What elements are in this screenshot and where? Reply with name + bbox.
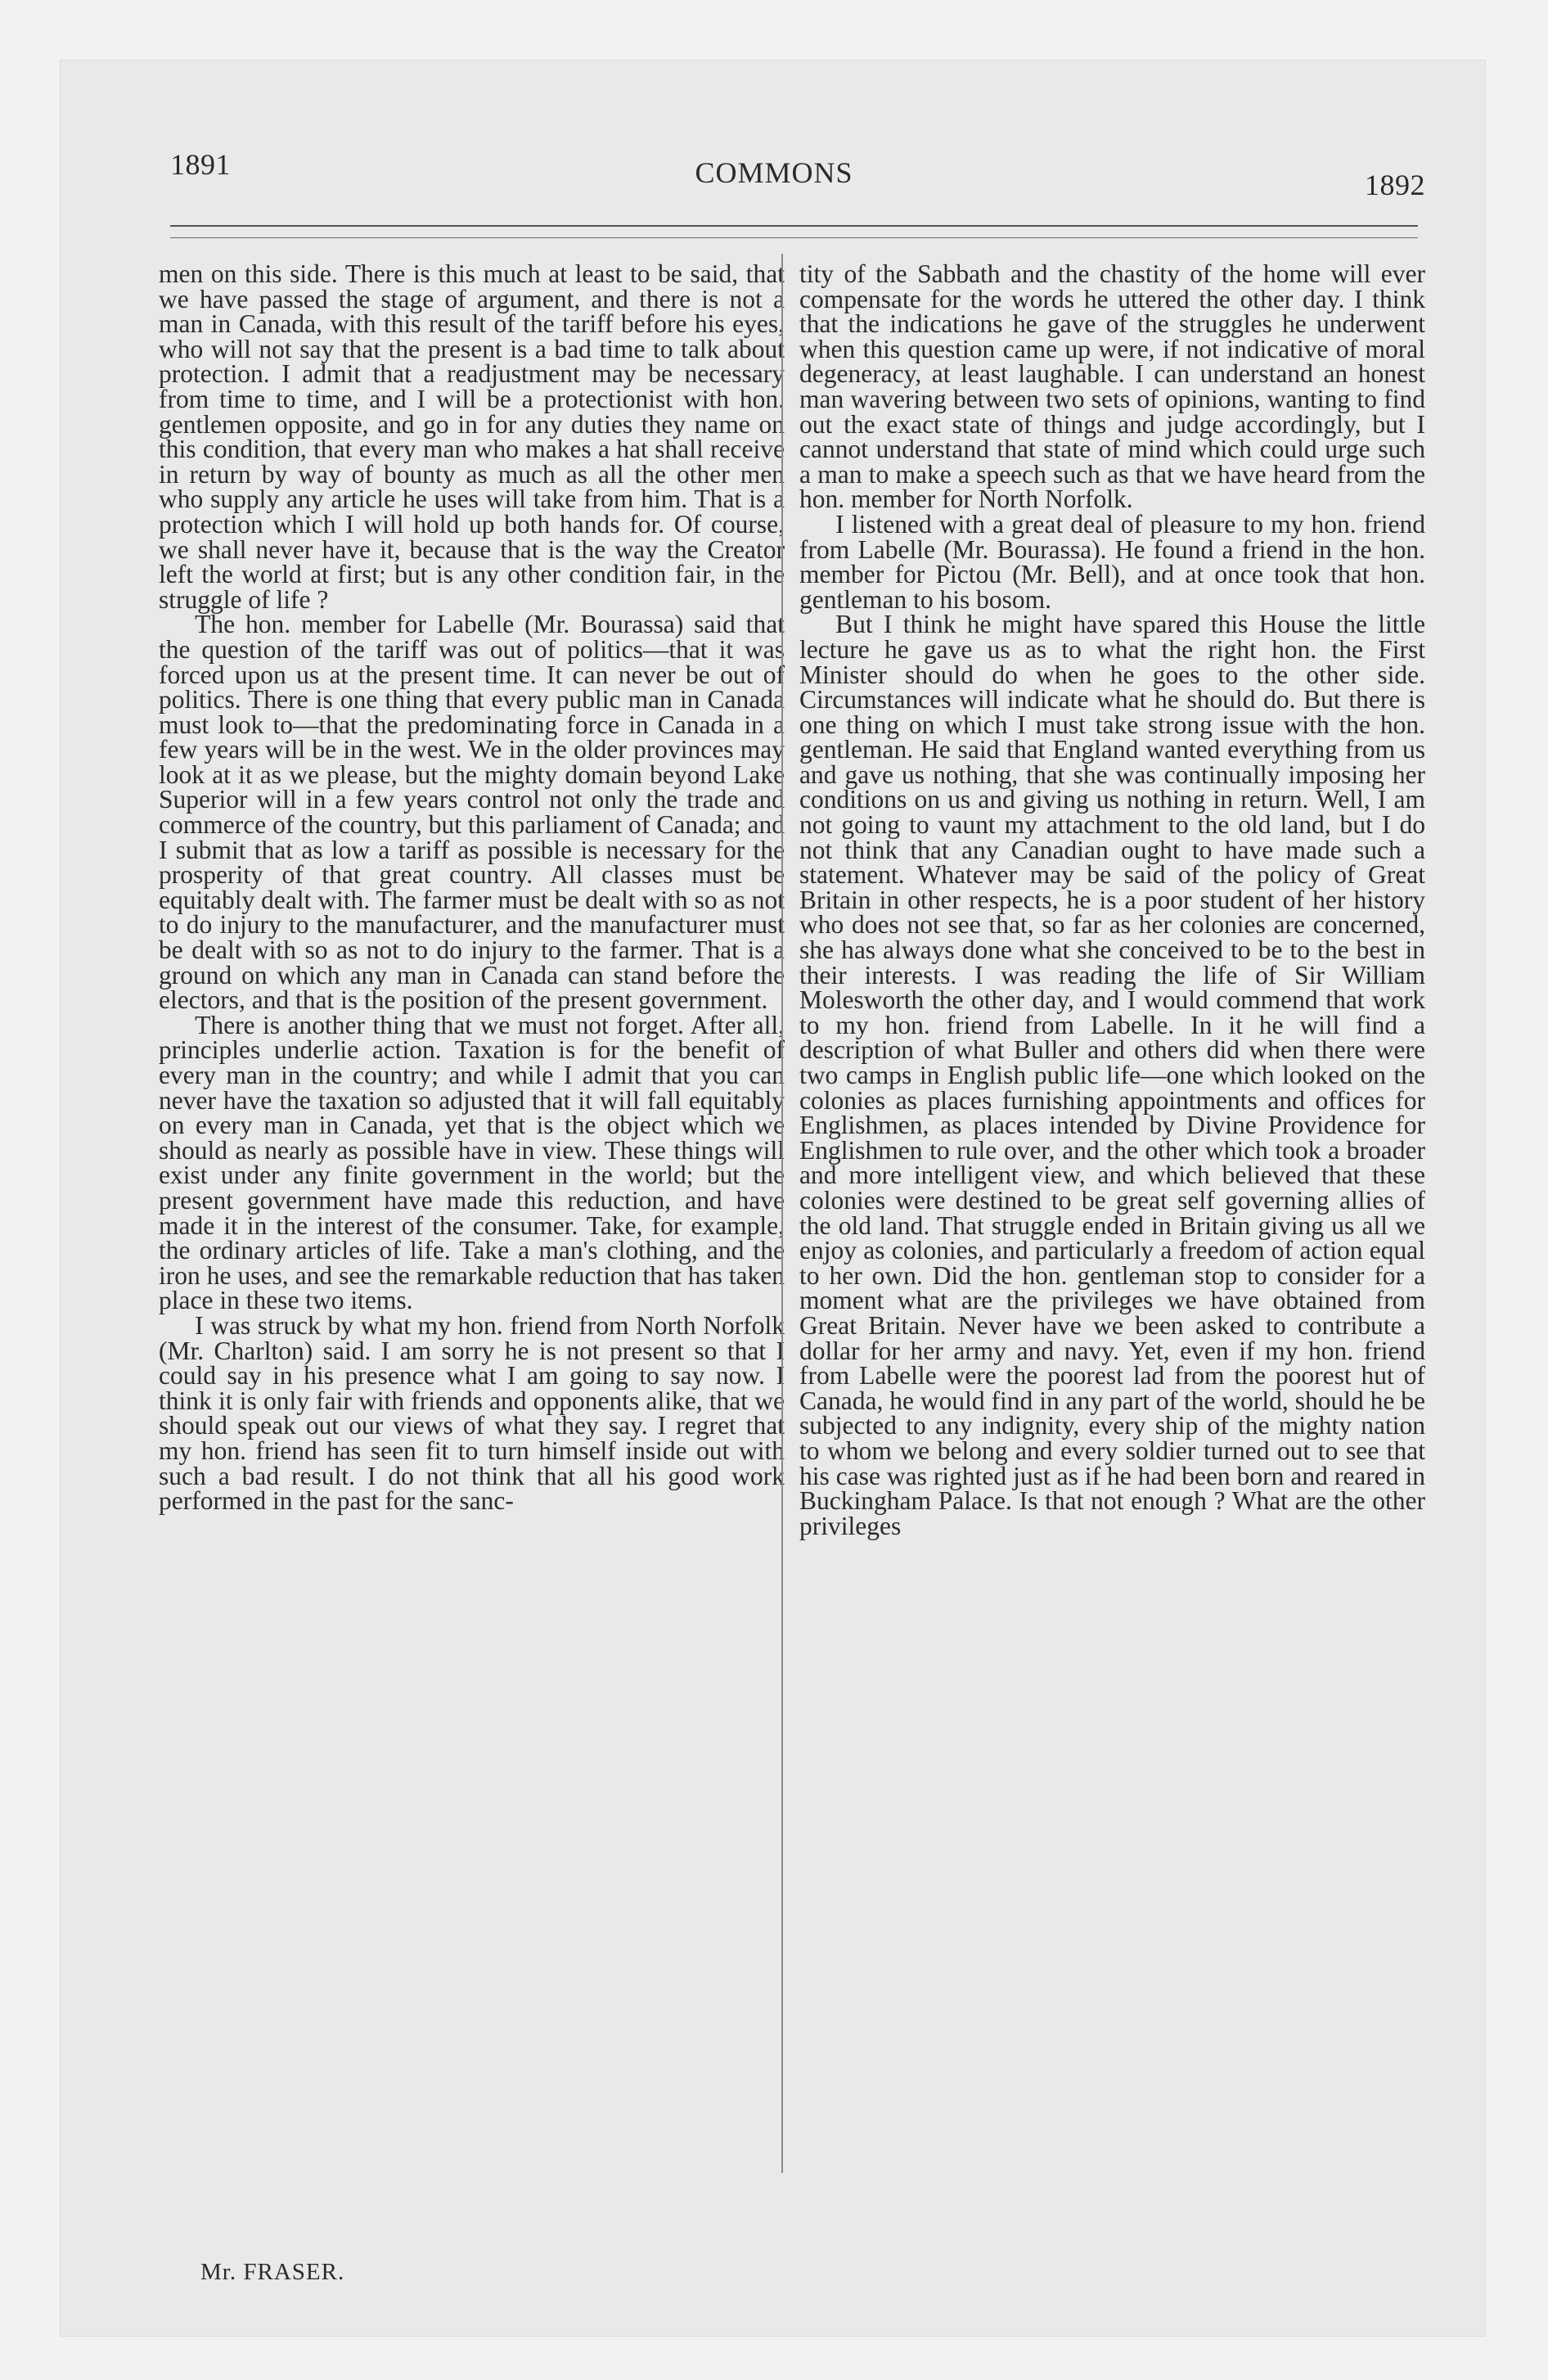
right-column: [799, 259, 1425, 1540]
left-page-number: 1891: [170, 148, 231, 181]
header-rule-bottom: [170, 237, 1418, 238]
left-paragraph-4: I was struck by what my hon. friend from North Norfolk (Mr. Charlton) said. I am sorry he is not present so that I could say in his presence what I am going to say now. I think it is only fair with friends and opponents alike, that we should speak out our views of what they say. I regret that my hon. friend has seen fit to turn himself inside out with such a bad result. I do not think that all his good work performed in the past for the sanc-: [159, 1310, 785, 1516]
left-paragraph-3: There is another thing that we must not forget. After all, principles underlie action. Taxation is for the benefit of every man in the country; and while I admit that you can never have the taxation so adjusted that it will fall equitably on every man in Canada, yet that is the object which we should as nearly as possible have in view. These things will exist under any finite government in the world; but the present government have made this reduction, and have made it in the interest of the consumer. Take, for example, the ordinary articles of life. Take a man's clothing, and the iron he uses, and see the remarkable reduction that has taken place in these two items.: [159, 1010, 785, 1315]
right-paragraph-2: I listened with a great deal of pleasure to my hon. friend from Labelle (Mr. Bourassa). He found a friend in the hon. member for Pictou (Mr. Bell), and at once took that hon. gentleman to his bosom.: [799, 509, 1425, 614]
left-paragraph-1: men on this side. There is this much at least to be said, that we have passed the stage of argument, and there is not a man in Canada, with this result of the tariff before his eyes, who will not say that the present is a bad time to talk about protection. I admit that a readjustment may be necessary from time to time, and I will be a protectionist with hon. gentlemen opposite, and go in for any duties they name on this condition, that every man who makes a hat shall receive in return by way of bounty as much as all the other men who supply any article he uses will take from him. That is a protection which I will hold up both hands for. Of course, we shall never have it, because that is the way the Creator left the world at first; but is any other condition fair, in the struggle of life ?: [159, 259, 785, 614]
speaker-footer: Mr. FRASER.: [200, 2259, 345, 2285]
right-page-number: 1892: [1365, 169, 1425, 201]
left-column: [159, 259, 785, 1516]
right-paragraph-3: But I think he might have spared this House the little lecture he gave us as to what the right hon. the First Minister should do when he goes to the other side. Circumstances will indicate what he should do. But there is one thing on which I must take strong issue with the hon. gentleman. He said that England wanted everything from us and gave us nothing, that she was continually imposing her conditions on us and giving us nothing in return. Well, I am not going to vaunt my attachment to the old land, but I do not think that any Canadian ought to have made such a statement. Whatever may be said of the policy of Great Britain in other respects, he is a poor student of her history who does not see that, so far as her colonies are concerned, she has always done what she conceived to be to the best in their interests. I was reading the life of Sir William Molesworth the other day, and I would commend that work to my hon. friend from Labelle. In it he will find a description of what Buller and others did when there were two camps in English public life—one which looked on the colonies as places furnishing appointments and offices for Englishmen, as places intended by Divine Providence for Englishmen to rule over, and the other which took a broader and more intelligent view, and which believed that these colonies were destined to be great self governing allies of the old land. That struggle ended in Britain giving us all we enjoy as colonies, and particularly a freedom of action equal to her own. Did the hon. gentleman stop to consider for a moment what are the privileges we have obtained from Great Britain. Never have we been asked to contribute a dollar for her army and navy. Yet, even if my hon. friend from Labelle were the poorest lad from the poorest hut of Canada, he would find in any part of the world, should he be subjected to any indignity, every ship of the mighty nation to whom we belong and every soldier turned out to see that his case was righted just as if he had been born and reared in Buckingham Palace. Is that not enough ? What are the other privileges: [799, 610, 1425, 1540]
right-paragraph-1: tity of the Sabbath and the chastity of the home will ever compensate for the words he uttered the other day. I think that the indications he gave of the struggles he underwent when this question came up were, if not indicative of moral degeneracy, at least laughable. I can understand an honest man wavering between two sets of opinions, wanting to find out the exact state of things and judge accordingly, but I cannot understand that state of mind which could urge such a man to make a speech such as that we have heard from the hon. member for North Norfolk.: [799, 259, 1425, 514]
header-rule-top: [170, 225, 1418, 227]
running-header-title: COMMONS: [695, 156, 853, 189]
left-paragraph-2: The hon. member for Labelle (Mr. Bourassa) said that the question of the tariff was out of politics—that it was forced upon us at the present time. It can never be out of politics. There is one thing that every public man in Canada must look to—that the predominating force in Canada in a few years will be in the west. We in the older provinces may look at it as we please, but the mighty domain beyond Lake Superior will in a few years control not only the trade and commerce of the country, but this parliament of Canada; and I submit that as low a tariff as possible is necessary for the prosperity of that great country. All classes must be equitably dealt with. The farmer must be dealt with so as not to do injury to the manufacturer, and the manufacturer must be dealt with so as not to do injury to the farmer. That is a ground on which any man in Canada can stand before the electors, and that is the position of the present government.: [159, 610, 785, 1015]
column-divider: [781, 254, 783, 2173]
